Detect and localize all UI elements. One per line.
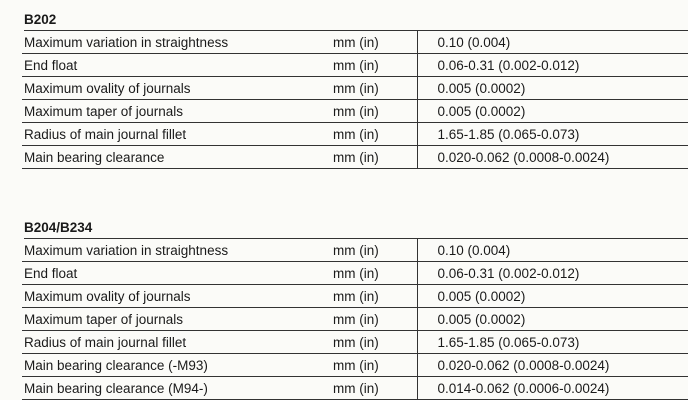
parameter-cell: End float bbox=[22, 262, 327, 285]
value-cell: 0.005 (0.0002) bbox=[417, 308, 688, 331]
parameter-cell: Maximum variation in straightness bbox=[22, 31, 327, 54]
table-row bbox=[22, 239, 688, 262]
table-row bbox=[22, 77, 688, 100]
spec-table bbox=[22, 239, 688, 400]
unit-cell: mm (in) bbox=[327, 77, 417, 100]
unit-cell: mm (in) bbox=[327, 285, 417, 308]
unit-cell: mm (in) bbox=[327, 54, 417, 77]
value-cell: 0.020-0.062 (0.0008-0.0024) bbox=[417, 146, 688, 169]
table-row bbox=[22, 377, 688, 400]
value-cell: 0.06-0.31 (0.002-0.012) bbox=[417, 262, 688, 285]
spec-section-b204-b234 bbox=[22, 218, 688, 400]
unit-cell: mm (in) bbox=[327, 377, 417, 400]
parameter-cell: Maximum taper of journals bbox=[22, 100, 327, 123]
value-cell: 0.06-0.31 (0.002-0.012) bbox=[417, 54, 688, 77]
parameter-cell: End float bbox=[22, 54, 327, 77]
value-cell: 0.020-0.062 (0.0008-0.0024) bbox=[417, 354, 688, 377]
table-row bbox=[22, 285, 688, 308]
unit-cell: mm (in) bbox=[327, 146, 417, 169]
table-row bbox=[22, 54, 688, 77]
value-cell: 0.10 (0.004) bbox=[417, 31, 688, 54]
parameter-cell: Maximum ovality of journals bbox=[22, 77, 327, 100]
table-row bbox=[22, 123, 688, 146]
unit-cell: mm (in) bbox=[327, 31, 417, 54]
table-row bbox=[22, 100, 688, 123]
value-cell: 1.65-1.85 (0.065-0.073) bbox=[417, 331, 688, 354]
table-row bbox=[22, 146, 688, 169]
value-cell: 0.005 (0.0002) bbox=[417, 77, 688, 100]
table-row bbox=[22, 354, 688, 377]
parameter-cell: Maximum taper of journals bbox=[22, 308, 327, 331]
value-cell: 1.65-1.85 (0.065-0.073) bbox=[417, 123, 688, 146]
value-cell: 0.005 (0.0002) bbox=[417, 100, 688, 123]
parameter-cell: Main bearing clearance (-M93) bbox=[22, 354, 327, 377]
table-row bbox=[22, 308, 688, 331]
table-row bbox=[22, 31, 688, 54]
parameter-cell: Radius of main journal fillet bbox=[22, 123, 327, 146]
spec-section-b202 bbox=[22, 10, 688, 169]
unit-cell: mm (in) bbox=[327, 123, 417, 146]
value-cell: 0.005 (0.0002) bbox=[417, 285, 688, 308]
value-cell: 0.014-0.062 (0.0006-0.0024) bbox=[417, 377, 688, 400]
unit-cell: mm (in) bbox=[327, 331, 417, 354]
unit-cell: mm (in) bbox=[327, 308, 417, 331]
section-title: B202 bbox=[24, 10, 688, 31]
parameter-cell: Radius of main journal fillet bbox=[22, 331, 327, 354]
unit-cell: mm (in) bbox=[327, 354, 417, 377]
parameter-cell: Maximum ovality of journals bbox=[22, 285, 327, 308]
unit-cell: mm (in) bbox=[327, 239, 417, 262]
parameter-cell: Main bearing clearance bbox=[22, 146, 327, 169]
unit-cell: mm (in) bbox=[327, 100, 417, 123]
parameter-cell: Maximum variation in straightness bbox=[22, 239, 327, 262]
parameter-cell: Main bearing clearance (M94-) bbox=[22, 377, 327, 400]
section-title: B204/B234 bbox=[24, 218, 688, 239]
value-cell: 0.10 (0.004) bbox=[417, 239, 688, 262]
spec-table bbox=[22, 31, 688, 169]
unit-cell: mm (in) bbox=[327, 262, 417, 285]
table-row bbox=[22, 331, 688, 354]
table-row bbox=[22, 262, 688, 285]
